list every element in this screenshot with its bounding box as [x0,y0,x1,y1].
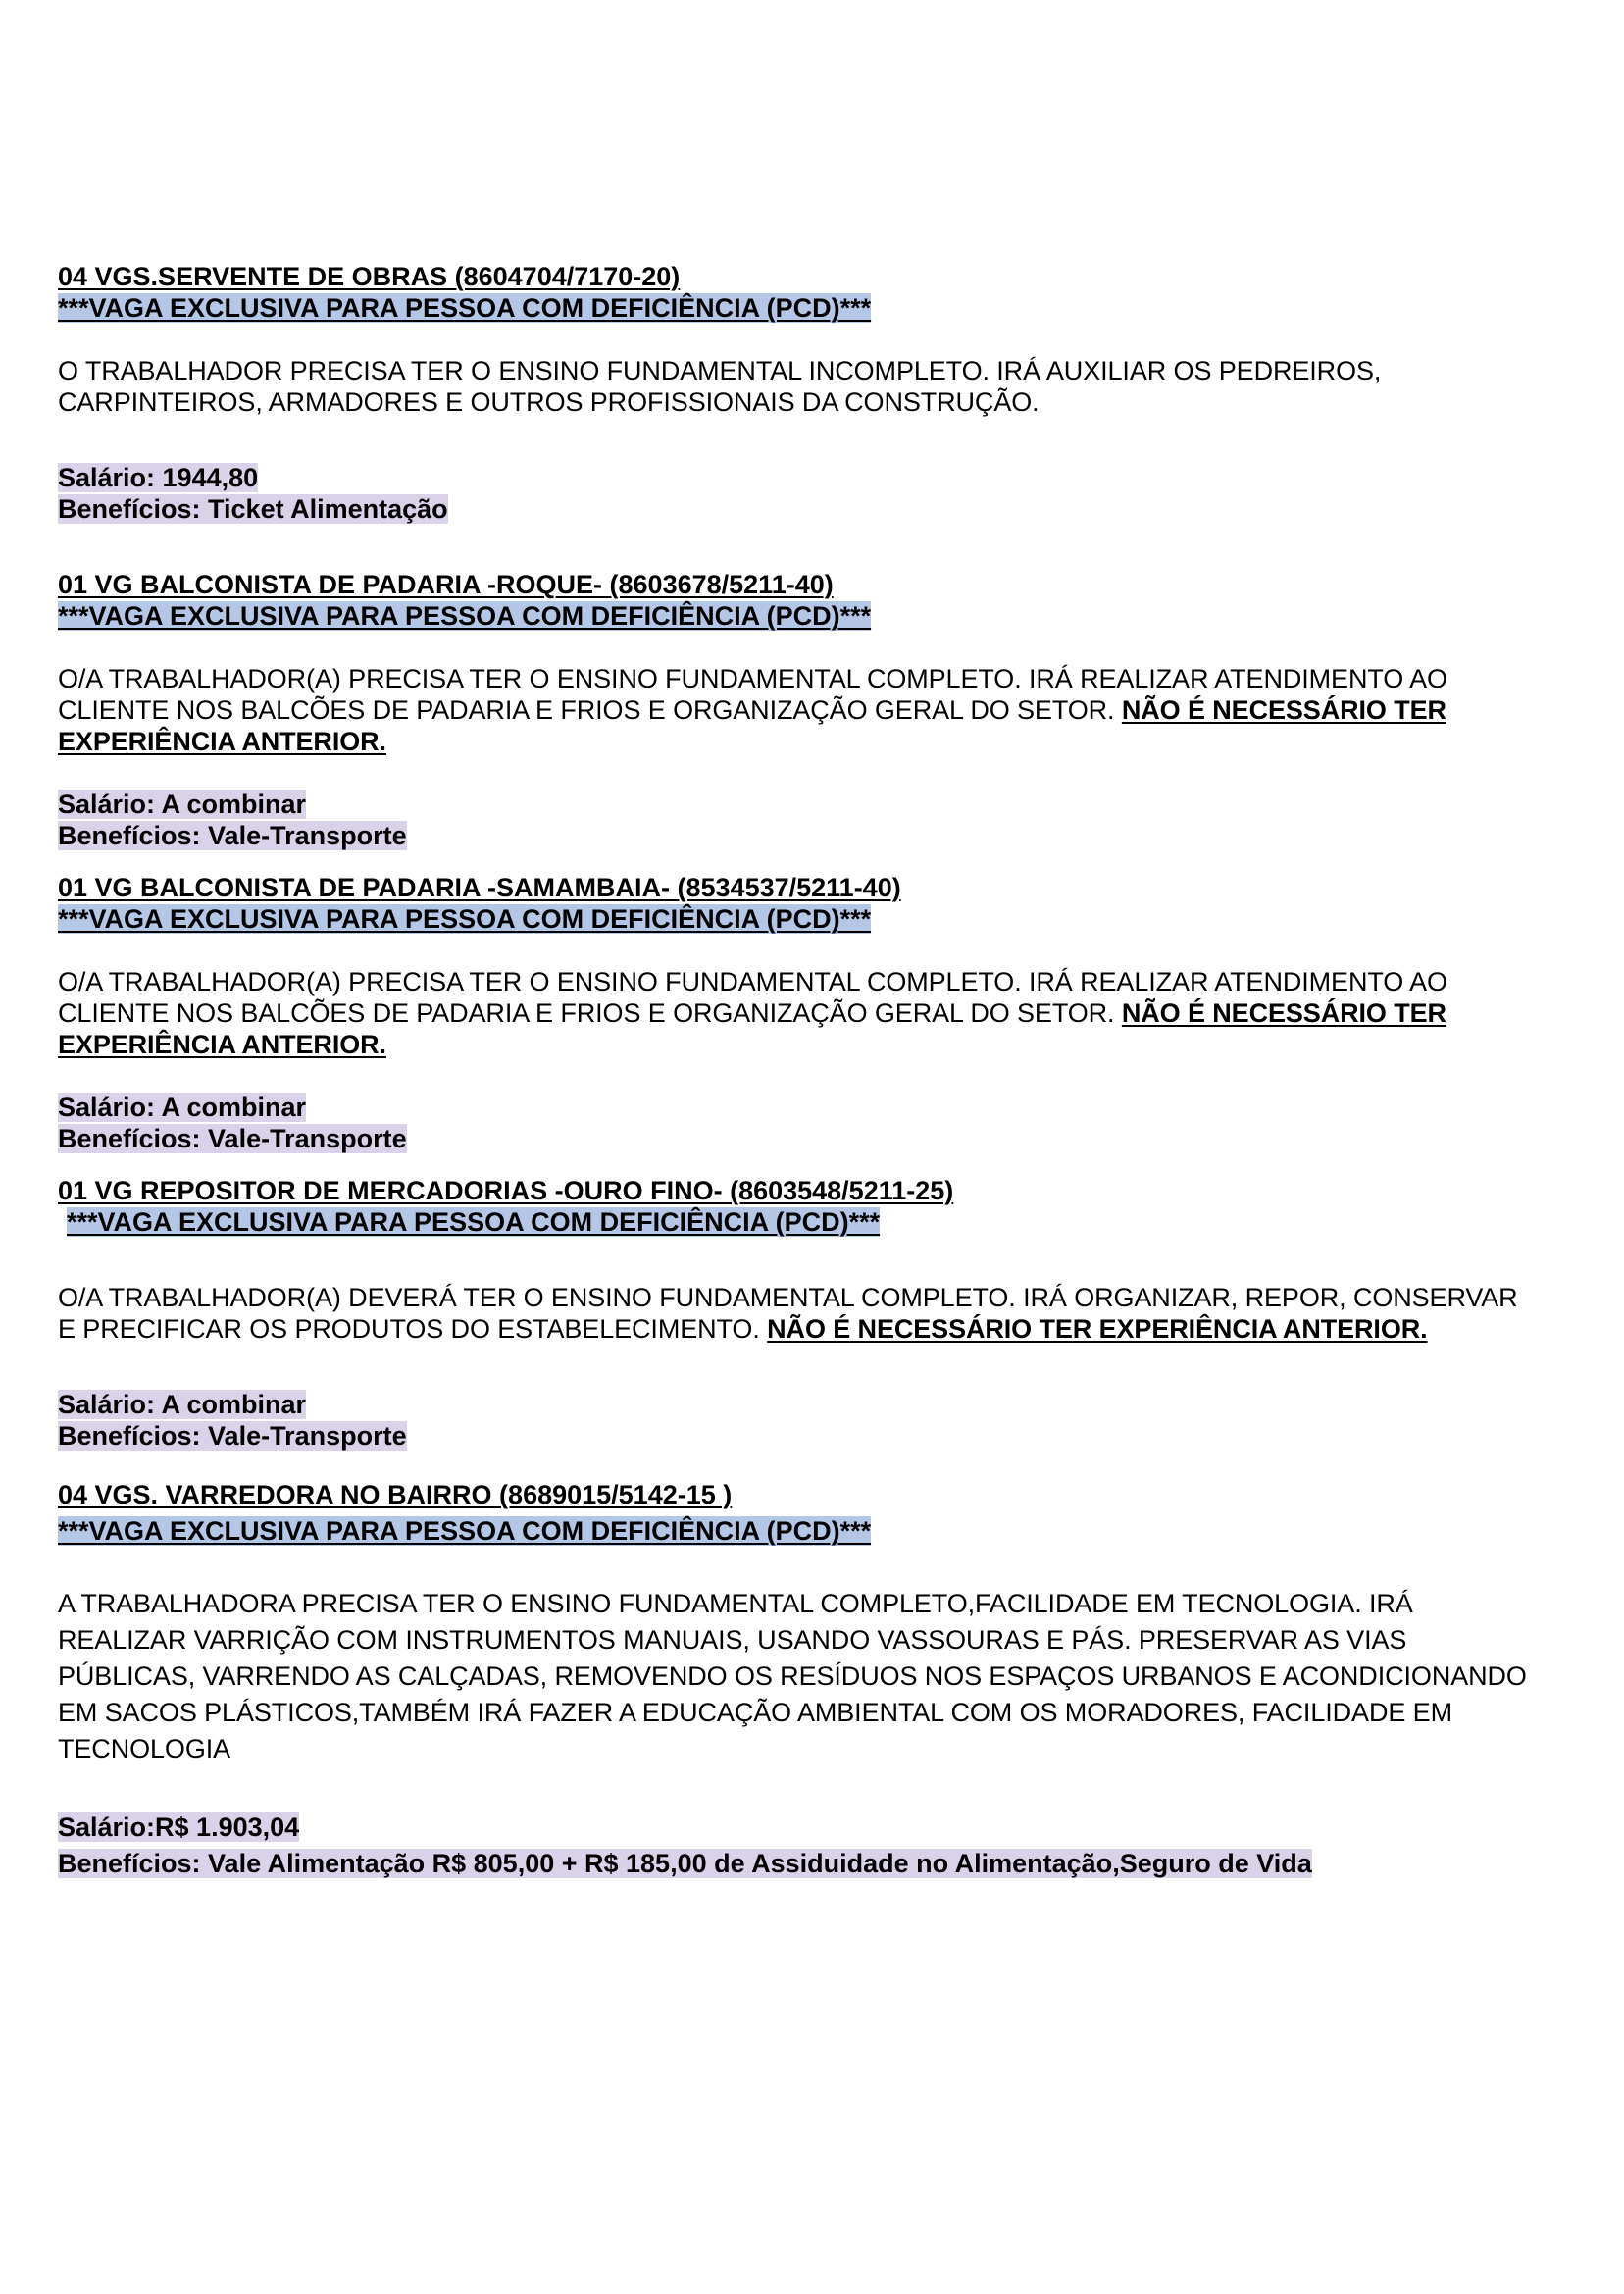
job-description: A TRABALHADORA PRECISA TER O ENSINO FUNDAMENTAL COMPLETO,FACILIDADE EM TECNOLOGIA. IRÁ REALIZAR VARRIÇÃO COM INSTRUMENTOS MANUAIS, USANDO VASSOURAS E PÁS. PRESERVAR AS VIAS PÚBLICAS, VARRENDO AS CALÇADAS, REMOVENDO OS RESÍDUOS NOS ESPAÇOS URBANOS E ACONDICIONANDO EM SACOS PLÁSTICOS,TAMBÉM IRÁ FAZER A EDUCAÇÃO AMBIENTAL COM OS MORADORES, FACILIDADE EM TECNOLOGIA [58,1589,1527,1763]
salary: Salário: A combinar [58,790,307,819]
job-description: O/A TRABALHADOR(A) PRECISA TER O ENSINO FUNDAMENTAL COMPLETO. IRÁ REALIZAR ATENDIMENTO AO CLIENTE NOS BALCÕES DE PADARIA E FRIOS E ORGANIZAÇÃO GERAL DO SETOR. NÃO É NECESSÁRIO TER EXPERIÊNCIA ANTERIOR. [58,664,1447,756]
job-listing [58,569,1529,851]
benefits: Benefícios: Vale-Transporte [58,1421,407,1451]
benefits: Benefícios: Vale-Transporte [58,821,407,850]
pcd-notice: ***VAGA EXCLUSIVA PARA PESSOA COM DEFICIÊNCIA (PCD)*** [67,1207,881,1237]
job-title: 04 VGS. VARREDORA NO BAIRRO (8689015/5142-15 ) [58,1480,733,1509]
benefits: Benefícios: Vale Alimentação R$ 805,00 + R$ 185,00 de Assiduidade no Alimentação,Seguro de Vida [58,1849,1312,1878]
experience-requirement: NÃO É NECESSÁRIO TER EXPERIÊNCIA ANTERIOR. [58,998,1446,1059]
job-description: O/A TRABALHADOR(A) PRECISA TER O ENSINO FUNDAMENTAL COMPLETO. IRÁ REALIZAR ATENDIMENTO AO CLIENTE NOS BALCÕES DE PADARIA E FRIOS E ORGANIZAÇÃO GERAL DO SETOR. NÃO É NECESSÁRIO TER EXPERIÊNCIA ANTERIOR. [58,967,1447,1059]
job-listing [58,261,1529,525]
experience-requirement: NÃO É NECESSÁRIO TER EXPERIÊNCIA ANTERIOR. [58,695,1446,756]
benefits: Benefícios: Vale-Transporte [58,1124,407,1153]
job-listing [58,872,1529,1154]
salary: Salário:R$ 1.903,04 [58,1812,300,1842]
pcd-notice: ***VAGA EXCLUSIVA PARA PESSOA COM DEFICIÊNCIA (PCD)*** [58,904,872,934]
salary: Salário: 1944,80 [58,463,259,492]
salary: Salário: A combinar [58,1390,307,1419]
job-title: 04 VGS.SERVENTE DE OBRAS (8604704/7170-20) [58,262,681,291]
salary: Salário: A combinar [58,1093,307,1122]
pcd-notice: ***VAGA EXCLUSIVA PARA PESSOA COM DEFICIÊNCIA (PCD)*** [58,601,872,631]
job-title: 01 VG REPOSITOR DE MERCADORIAS -OURO FINO- (8603548/5211-25) [58,1176,954,1205]
benefits: Benefícios: Ticket Alimentação [58,494,448,524]
job-listings-page [58,261,1529,1879]
job-description: O TRABALHADOR PRECISA TER O ENSINO FUNDAMENTAL INCOMPLETO. IRÁ AUXILIAR OS PEDREIROS, CARPINTEIROS, ARMADORES E OUTROS PROFISSIONAIS DA CONSTRUÇÃO. [58,356,1382,417]
job-title: 01 VG BALCONISTA DE PADARIA -ROQUE- (8603678/5211-40) [58,570,834,599]
job-listing [58,1175,1529,1452]
pcd-notice: ***VAGA EXCLUSIVA PARA PESSOA COM DEFICIÊNCIA (PCD)*** [58,293,872,323]
job-description: O/A TRABALHADOR(A) DEVERÁ TER O ENSINO FUNDAMENTAL COMPLETO. IRÁ ORGANIZAR, REPOR, CONSERVAR E PRECIFICAR OS PRODUTOS DO ESTABELECIMENTO. NÃO É NECESSÁRIO TER EXPERIÊNCIA ANTERIOR. [58,1283,1518,1344]
experience-requirement: NÃO É NECESSÁRIO TER EXPERIÊNCIA ANTERIOR. [767,1314,1428,1344]
job-title: 01 VG BALCONISTA DE PADARIA -SAMAMBAIA- (8534537/5211-40) [58,873,901,902]
pcd-notice: ***VAGA EXCLUSIVA PARA PESSOA COM DEFICIÊNCIA (PCD)*** [58,1516,872,1546]
job-listing [58,1479,1529,1879]
